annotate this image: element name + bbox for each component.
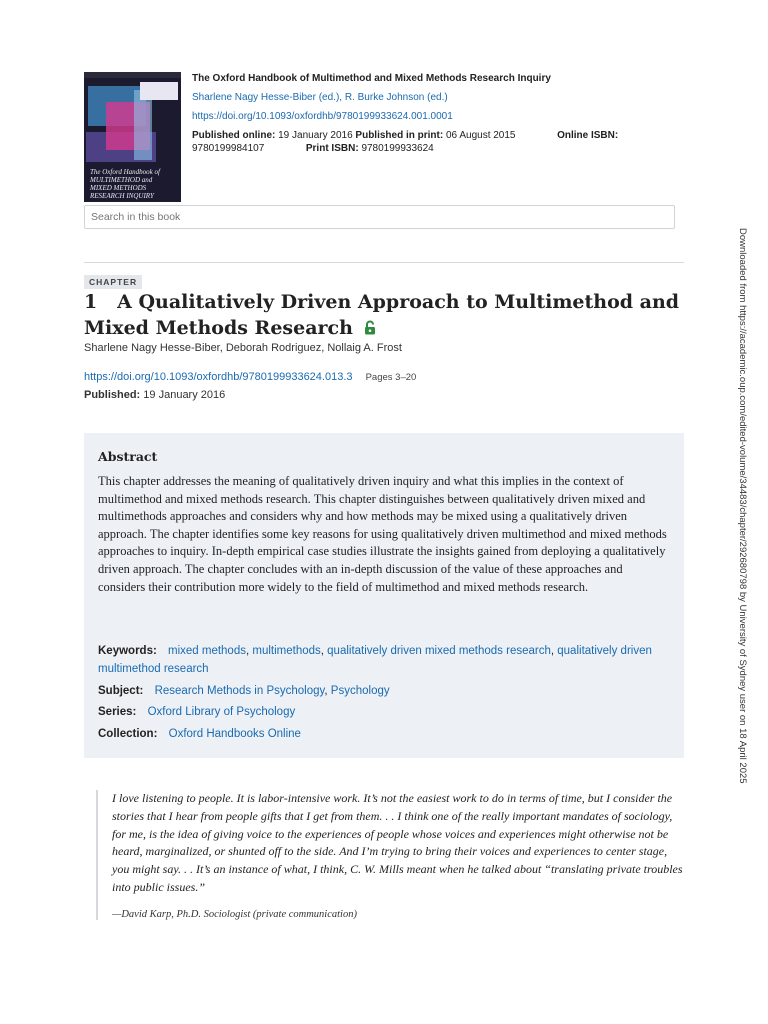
chapter-doi-link[interactable]: https://doi.org/10.1093/oxfordhb/9780199933624.013.3 bbox=[84, 371, 353, 383]
open-access-lock-icon bbox=[364, 316, 376, 342]
chapter-title-text: A Qualitatively Driven Approach to Multimethod and Mixed Methods Research bbox=[84, 291, 680, 339]
book-editors bbox=[192, 91, 692, 104]
chapter-title bbox=[84, 289, 684, 342]
subject-row: Subject: Research Methods in Psychology, Psychology bbox=[98, 685, 390, 697]
epigraph-attribution: —David Karp, Ph.D. Sociologist (private communication) bbox=[112, 908, 357, 920]
abstract-panel bbox=[84, 433, 684, 758]
keyword-link[interactable]: mixed methods bbox=[168, 645, 246, 657]
download-watermark: Downloaded from https://academic.oup.com/edited-volume/34483/chapter/292680798 by University of Sydney user on 18 April 2025 bbox=[737, 228, 748, 784]
book-doi-link[interactable]: https://doi.org/10.1093/oxfordhb/9780199933624.001.0001 bbox=[192, 111, 453, 122]
book-info bbox=[192, 72, 692, 161]
divider bbox=[84, 262, 684, 263]
book-publication-meta: Published online: 19 January 2016 Published in print: 06 August 2015 Online ISBN: 9780199984107 Print ISBN: 9780199933624 bbox=[192, 130, 619, 154]
book-header bbox=[84, 72, 684, 204]
keyword-link[interactable]: multimethods bbox=[252, 645, 321, 657]
collection-row: Collection: Oxford Handbooks Online bbox=[98, 728, 301, 740]
cover-text: The Oxford Handbook of MULTIMETHOD and MIXED METHODS RESEARCH INQUIRY bbox=[90, 168, 160, 200]
chapter-badge: CHAPTER bbox=[84, 275, 142, 289]
chapter-pages: Pages 3–20 bbox=[365, 372, 417, 383]
chapter-doi-row bbox=[84, 371, 416, 383]
series-link[interactable]: Oxford Library of Psychology bbox=[147, 706, 296, 718]
book-cover-image[interactable] bbox=[84, 72, 181, 202]
subject-link[interactable]: Psychology bbox=[330, 685, 390, 697]
editor-link-2[interactable]: R. Burke Johnson (ed.) bbox=[344, 92, 448, 103]
abstract-heading: Abstract bbox=[98, 449, 158, 464]
search-in-book-input[interactable] bbox=[84, 205, 675, 229]
editor-link-1[interactable]: Sharlene Nagy Hesse-Biber (ed.), bbox=[192, 92, 343, 103]
abstract-text: This chapter addresses the meaning of qualitatively driven inquiry and what this implies in the context of multimethod and mixed methods research. This chapter distinguishes between qualitatively driven mixed and multimethods approaches and considers why and how methods may be mixed using a qualitatively driven approach. The chapter identifies some key reasons for using qualitatively driven multimethod and mixed methods approaches to inquiry. In-depth empirical case studies illustrate the insights gained from deploying a qualitatively driven approach. The chapter concludes with an in-depth discussion of the value of these approaches and considers their contribution more widely to the field of multimethod and mixed methods research. bbox=[98, 474, 667, 594]
subject-link[interactable]: Research Methods in Psychology bbox=[154, 685, 325, 697]
epigraph-text: I love listening to people. It is labor-intensive work. It’s not the easiest work to do in terms of time, but I consider the stories that I hear from people gifts that I get from them. . . I think one of the really important mandates of sociology, for me, is the idea of giving voice to the experiences of people whose voices and experiences might otherwise not be heard, marginalized, or shunted off to the side. And I’m trying to bring their voices and experiences to center stage, you might say. . . It’s an instance of what, I think, C. W. Mills meant when he talked about “translating private troubles into public issues.” bbox=[112, 791, 683, 894]
keywords-row: Keywords: mixed methods, multimethods, qualitatively driven mixed methods research, qualitatively driven multimethod research bbox=[98, 645, 652, 675]
keyword-link[interactable]: qualitatively driven multimethod research bbox=[98, 645, 652, 675]
chapter-number: 1 bbox=[84, 291, 98, 313]
series-row: Series: Oxford Library of Psychology bbox=[98, 706, 296, 718]
chapter-authors: Sharlene Nagy Hesse-Biber, Deborah Rodriguez, Nollaig A. Frost bbox=[84, 342, 402, 354]
collection-link[interactable]: Oxford Handbooks Online bbox=[168, 728, 301, 740]
chapter-published: Published: 19 January 2016 bbox=[84, 389, 226, 401]
book-title[interactable]: The Oxford Handbook of Multimethod and Mixed Methods Research Inquiry bbox=[192, 73, 551, 84]
epigraph-quote bbox=[96, 790, 684, 920]
keyword-link[interactable]: qualitatively driven mixed methods research bbox=[327, 645, 551, 657]
